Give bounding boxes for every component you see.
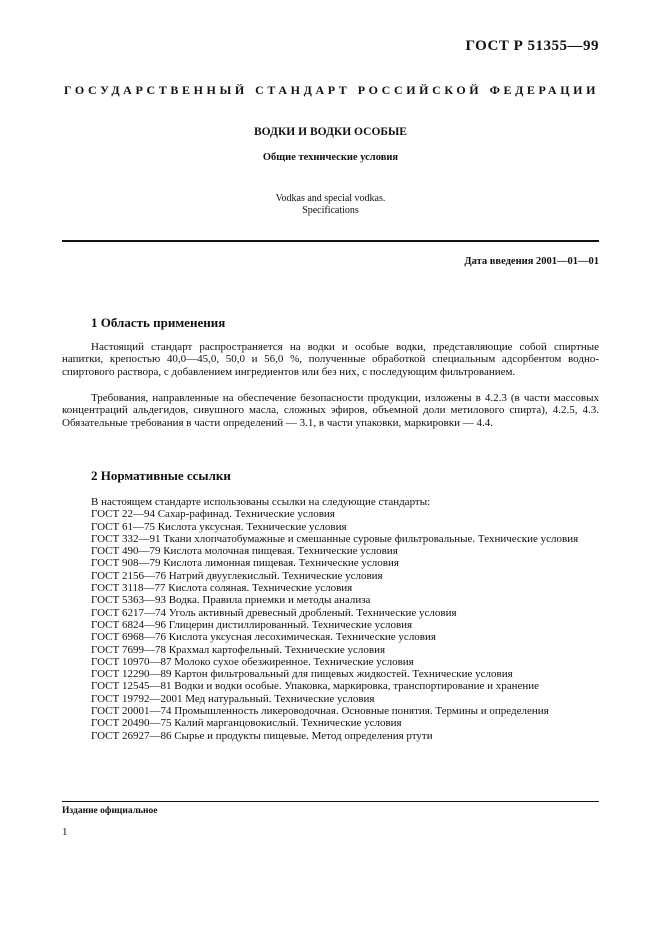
references-intro: В настоящем стандарте использованы ссылки на следующие стандарты: [91,496,431,508]
reference-item: ГОСТ 61—75 Кислота уксусная. Технические условия [91,520,347,533]
reference-item: ГОСТ 332—91 Ткани хлопчатобумажные и смешанные суровые фильтровальные. Технические условия [91,532,579,545]
section-2-heading: 2 Нормативные ссылки [91,468,231,483]
reference-item: ГОСТ 20001—74 Промышленность ликероводочная. Основные понятия. Термины и определения [91,705,549,718]
english-title-line-1: Vodkas and special vodkas. [275,193,386,204]
reference-item: ГОСТ 908—79 Кислота лимонная пищевая. Технические условия [91,557,399,570]
reference-item: ГОСТ 5363—93 Водка. Правила приемки и методы анализа [91,594,371,607]
reference-item: ГОСТ 22—94 Сахар-рафинад. Технические условия [91,508,335,521]
reference-item: ГОСТ 10970—87 Молоко сухое обезжиренное. Технические условия [91,655,414,668]
section-1-paragraph-1: Настоящий стандарт распространяется на водки и особые водки, представляющие собой спиртные напитки, крепостью 40,0—45,0, 50,0 и 56,0 %, полученные обработкой специальным адсорбентом водно-спиртового раствора, с добавлением ингредиентов или без них, с последующим фильтрованием. [62,341,599,378]
official-edition-label: Издание официальное [62,806,158,816]
reference-item: ГОСТ 7699—78 Крахмал картофельный. Технические условия [91,643,386,656]
references-list [62,496,599,742]
footer-divider [62,801,599,802]
reference-item: ГОСТ 12545—81 Водки и водки особые. Упаковка, маркировка, транспортирование и хранение [91,680,540,693]
agency-title: ГОСУДАРСТВЕННЫЙ СТАНДАРТ РОССИЙСКОЙ ФЕДЕРАЦИИ [64,83,599,97]
reference-item: ГОСТ 6217—74 Уголь активный древесный дробленый. Технические условия [91,606,457,619]
title-divider [62,240,599,242]
reference-item: ГОСТ 20490—75 Калий марганцовокислый. Технические условия [91,717,402,730]
document-title: ВОДКИ И ВОДКИ ОСОБЫЕ [254,126,407,138]
english-title [0,193,661,217]
standard-number: ГОСТ Р 51355—99 [465,38,599,54]
reference-item: ГОСТ 3118—77 Кислота соляная. Технические условия [91,582,353,595]
page-number: 1 [62,826,68,838]
reference-item: ГОСТ 26927—86 Сырье и продукты пищевые. Метод определения ртути [91,729,433,742]
introduction-date: Дата введения 2001—01—01 [464,256,599,267]
reference-item: ГОСТ 19792—2001 Мед натуральный. Технические условия [91,692,375,705]
reference-item: ГОСТ 6968—76 Кислота уксусная лесохимическая. Технические условия [91,631,436,644]
section-1-heading: 1 Область применения [91,315,226,330]
section-1-paragraph-2: Требования, направленные на обеспечение безопасности продукции, изложены в 4.2.3 (в части массовых концентраций альдегидов, сивушного масла, сложных эфиров, объемной доли метилового спирта), 4.2.5, 4.3. Обязательные требования в части определений — 3.1, в части упаковки, маркировки — 4.4. [62,392,599,429]
reference-item: ГОСТ 490—79 Кислота молочная пищевая. Технические условия [91,545,398,558]
reference-item: ГОСТ 12290—89 Картон фильтровальный для пищевых жидкостей. Технические условия [91,668,513,681]
reference-item: ГОСТ 6824—96 Глицерин дистиллированный. Технические условия [91,618,413,631]
reference-item: ГОСТ 2156—76 Натрий двууглекислый. Технические условия [91,569,383,582]
document-subtitle: Общие технические условия [262,152,399,163]
english-title-line-2: Specifications [302,205,359,216]
